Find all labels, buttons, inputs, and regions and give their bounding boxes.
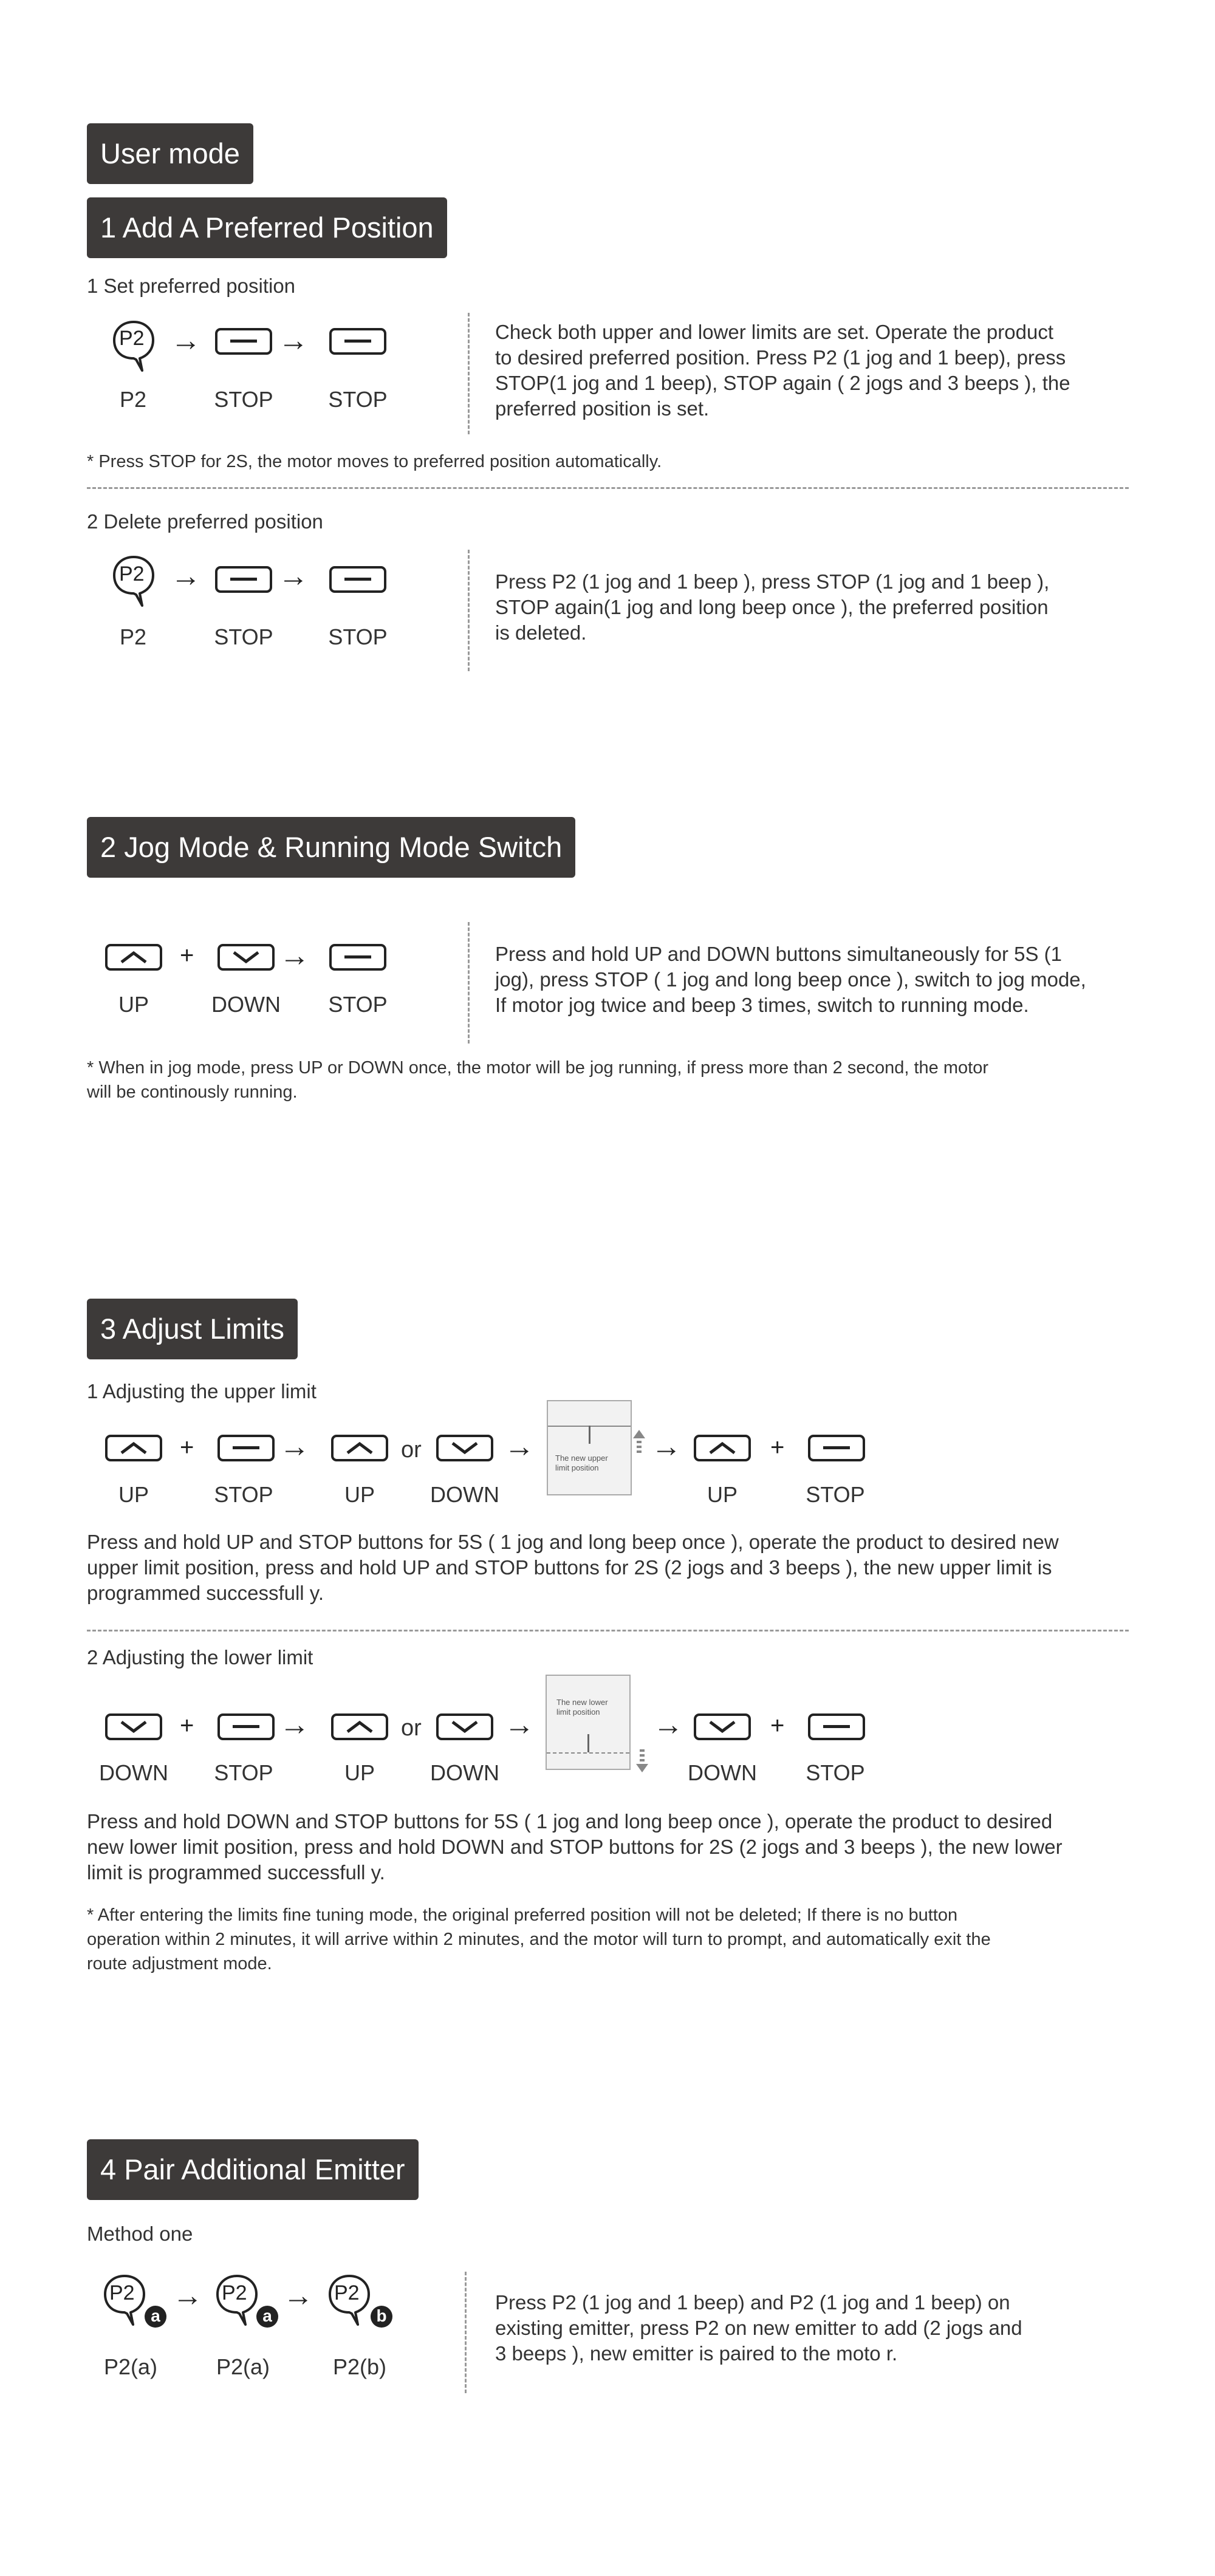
badge-b-icon: b — [371, 2306, 392, 2328]
label-stop: STOP — [214, 1482, 273, 1507]
label-p2: P2 — [119, 387, 147, 412]
plus-sign: + — [770, 1434, 785, 1461]
up-button — [694, 1435, 751, 1461]
new-upper-limit-window-illustration — [547, 1400, 632, 1495]
arrow-icon: → — [651, 1429, 682, 1463]
new-lower-limit-window-illustration — [546, 1675, 631, 1770]
arrow-icon: → — [283, 2278, 313, 2312]
label-down: DOWN — [430, 1760, 499, 1785]
badge-a-icon: a — [256, 2306, 278, 2328]
section-3-header: 3 Adjust Limits — [87, 1299, 298, 1359]
down-button — [694, 1713, 751, 1740]
stop-button — [808, 1713, 865, 1740]
label-stop: STOP — [806, 1760, 865, 1785]
label-up: UP — [118, 1482, 149, 1507]
arrow-icon: → — [653, 1707, 683, 1741]
arrow-icon: → — [173, 2278, 203, 2312]
lower-limit-subtitle: 2 Adjusting the lower limit — [87, 1646, 313, 1669]
method-one-subtitle: Method one — [87, 2222, 193, 2245]
delete-preferred-description: Press P2 (1 jog and 1 beep ), press STOP (1 jog and 1 beep ), STOP again(1 jog and long beep once ), the preferred position is deleted. — [495, 570, 1050, 644]
label-down: DOWN — [211, 992, 281, 1017]
arrow-icon: → — [279, 1429, 310, 1463]
set-preferred-note: * Press STOP for 2S, the motor moves to preferred position automatically. — [87, 452, 662, 471]
label-down: DOWN — [99, 1760, 168, 1785]
plus-sign: + — [180, 942, 194, 969]
stop-button — [808, 1435, 865, 1461]
jog-mode-description: Press and hold UP and DOWN buttons simultaneously for 5S (1 jog), press STOP ( 1 jog and long beep once ), switch to jog mode, If motor jog twice and beep 3 times, switch to running mode. — [495, 943, 1086, 1016]
stop-button — [217, 1713, 275, 1740]
arrow-icon: → — [279, 1707, 310, 1741]
down-button — [436, 1435, 493, 1461]
up-arrow-indicator-icon — [632, 1429, 646, 1459]
or-text: or — [401, 1437, 422, 1463]
label-up: UP — [118, 992, 149, 1017]
arrow-icon: → — [171, 323, 201, 357]
stop-button — [329, 566, 386, 593]
divider-vertical — [468, 313, 470, 434]
up-button — [105, 1435, 162, 1461]
upper-limit-description: Press and hold UP and STOP buttons for 5S ( 1 jog and long beep once ), operate the product to desired new upper limit position, press and hold UP and STOP buttons for 2S (2 jogs and 3 beeps ), the new upper limit is programmed successfull y. — [87, 1531, 1059, 1604]
limits-note: * After entering the limits fine tuning mode, the original preferred position will not be deleted; If there is no button operation within 2 minutes, it will arrive within 2 minutes, and the motor will turn to prompt, and automatically exit the route adjustment mode. — [87, 1905, 991, 1973]
stop-button — [215, 328, 272, 355]
section-1-header: 1 Add A Preferred Position — [87, 197, 447, 258]
badge-a-icon: a — [145, 2306, 166, 2328]
label-p2: P2 — [119, 624, 147, 649]
label-stop: STOP — [214, 624, 273, 649]
arrow-icon: → — [278, 323, 309, 357]
down-button — [436, 1713, 493, 1740]
label-stop: STOP — [214, 387, 273, 412]
up-button — [331, 1435, 388, 1461]
pair-emitter-description: Press P2 (1 jog and 1 beep) and P2 (1 jog and 1 beep) on existing emitter, press P2 on new emitter to add (2 jogs and 3 beeps ), new emitter is paired to the moto r. — [495, 2291, 1022, 2365]
label-p2-a: P2(a) — [216, 2354, 270, 2379]
or-text: or — [401, 1715, 422, 1741]
arrow-icon: → — [504, 1429, 535, 1463]
user-mode-header: User mode — [87, 123, 253, 184]
divider-horizontal — [87, 487, 1129, 489]
delete-preferred-position-subtitle: 2 Delete preferred position — [87, 510, 323, 533]
arrow-icon: → — [279, 938, 310, 972]
p2-icon-text: P2 — [334, 2281, 360, 2304]
down-button — [105, 1713, 162, 1740]
stop-button — [329, 328, 386, 355]
p2-icon-text: P2 — [119, 562, 145, 586]
down-arrow-indicator-icon — [635, 1748, 649, 1778]
jog-mode-note: * When in jog mode, press UP or DOWN once, the motor will be jog running, if press more than 2 second, the motor will be continously running. — [87, 1058, 988, 1102]
divider-vertical — [468, 922, 470, 1044]
label-p2-b: P2(b) — [332, 2354, 387, 2379]
label-stop: STOP — [806, 1482, 865, 1507]
lower-limit-description: Press and hold DOWN and STOP buttons for 5S ( 1 jog and long beep once ), operate the product to desired new lower limit position, press and hold DOWN and STOP buttons for 2S (2 jogs and 3 beeps ), the new lower limit is programmed successfull y. — [87, 1810, 1063, 1884]
label-up: UP — [707, 1482, 738, 1507]
stop-button — [329, 944, 386, 971]
window-caption: The new upper limit position — [555, 1454, 608, 1472]
arrow-icon: → — [278, 559, 309, 593]
window-caption: The new lower limit position — [556, 1698, 608, 1717]
section-2-header: 2 Jog Mode & Running Mode Switch — [87, 817, 575, 878]
p2-icon-text: P2 — [222, 2281, 247, 2304]
label-up: UP — [344, 1482, 375, 1507]
label-stop: STOP — [328, 992, 388, 1017]
label-down: DOWN — [430, 1482, 499, 1507]
section-4-header: 4 Pair Additional Emitter — [87, 2139, 419, 2200]
stop-button — [217, 1435, 275, 1461]
plus-sign: + — [770, 1712, 785, 1739]
arrow-icon: → — [504, 1707, 535, 1741]
divider-horizontal — [87, 1630, 1129, 1631]
set-preferred-position-subtitle: 1 Set preferred position — [87, 275, 296, 297]
plus-sign: + — [180, 1434, 194, 1461]
plus-sign: + — [180, 1712, 194, 1739]
label-p2-a: P2(a) — [103, 2354, 158, 2379]
up-button — [105, 944, 162, 971]
label-stop: STOP — [214, 1760, 273, 1785]
label-stop: STOP — [328, 387, 388, 412]
label-stop: STOP — [328, 624, 388, 649]
arrow-icon: → — [171, 559, 201, 593]
up-button — [331, 1713, 388, 1740]
set-preferred-description: Check both upper and lower limits are set. Operate the product to desired preferred position. Press P2 (1 jog and 1 beep), press STOP(1 jog and 1 beep), STOP again ( 2 jogs and 3 beeps ), the preferred position is set. — [495, 321, 1070, 420]
down-button — [217, 944, 275, 971]
divider-vertical — [465, 2272, 467, 2393]
p2-icon-text: P2 — [109, 2281, 135, 2304]
label-up: UP — [344, 1760, 375, 1785]
upper-limit-subtitle: 1 Adjusting the upper limit — [87, 1380, 317, 1402]
p2-icon-text: P2 — [119, 327, 145, 350]
stop-button — [215, 566, 272, 593]
divider-vertical — [468, 550, 470, 671]
label-down: DOWN — [688, 1760, 757, 1785]
